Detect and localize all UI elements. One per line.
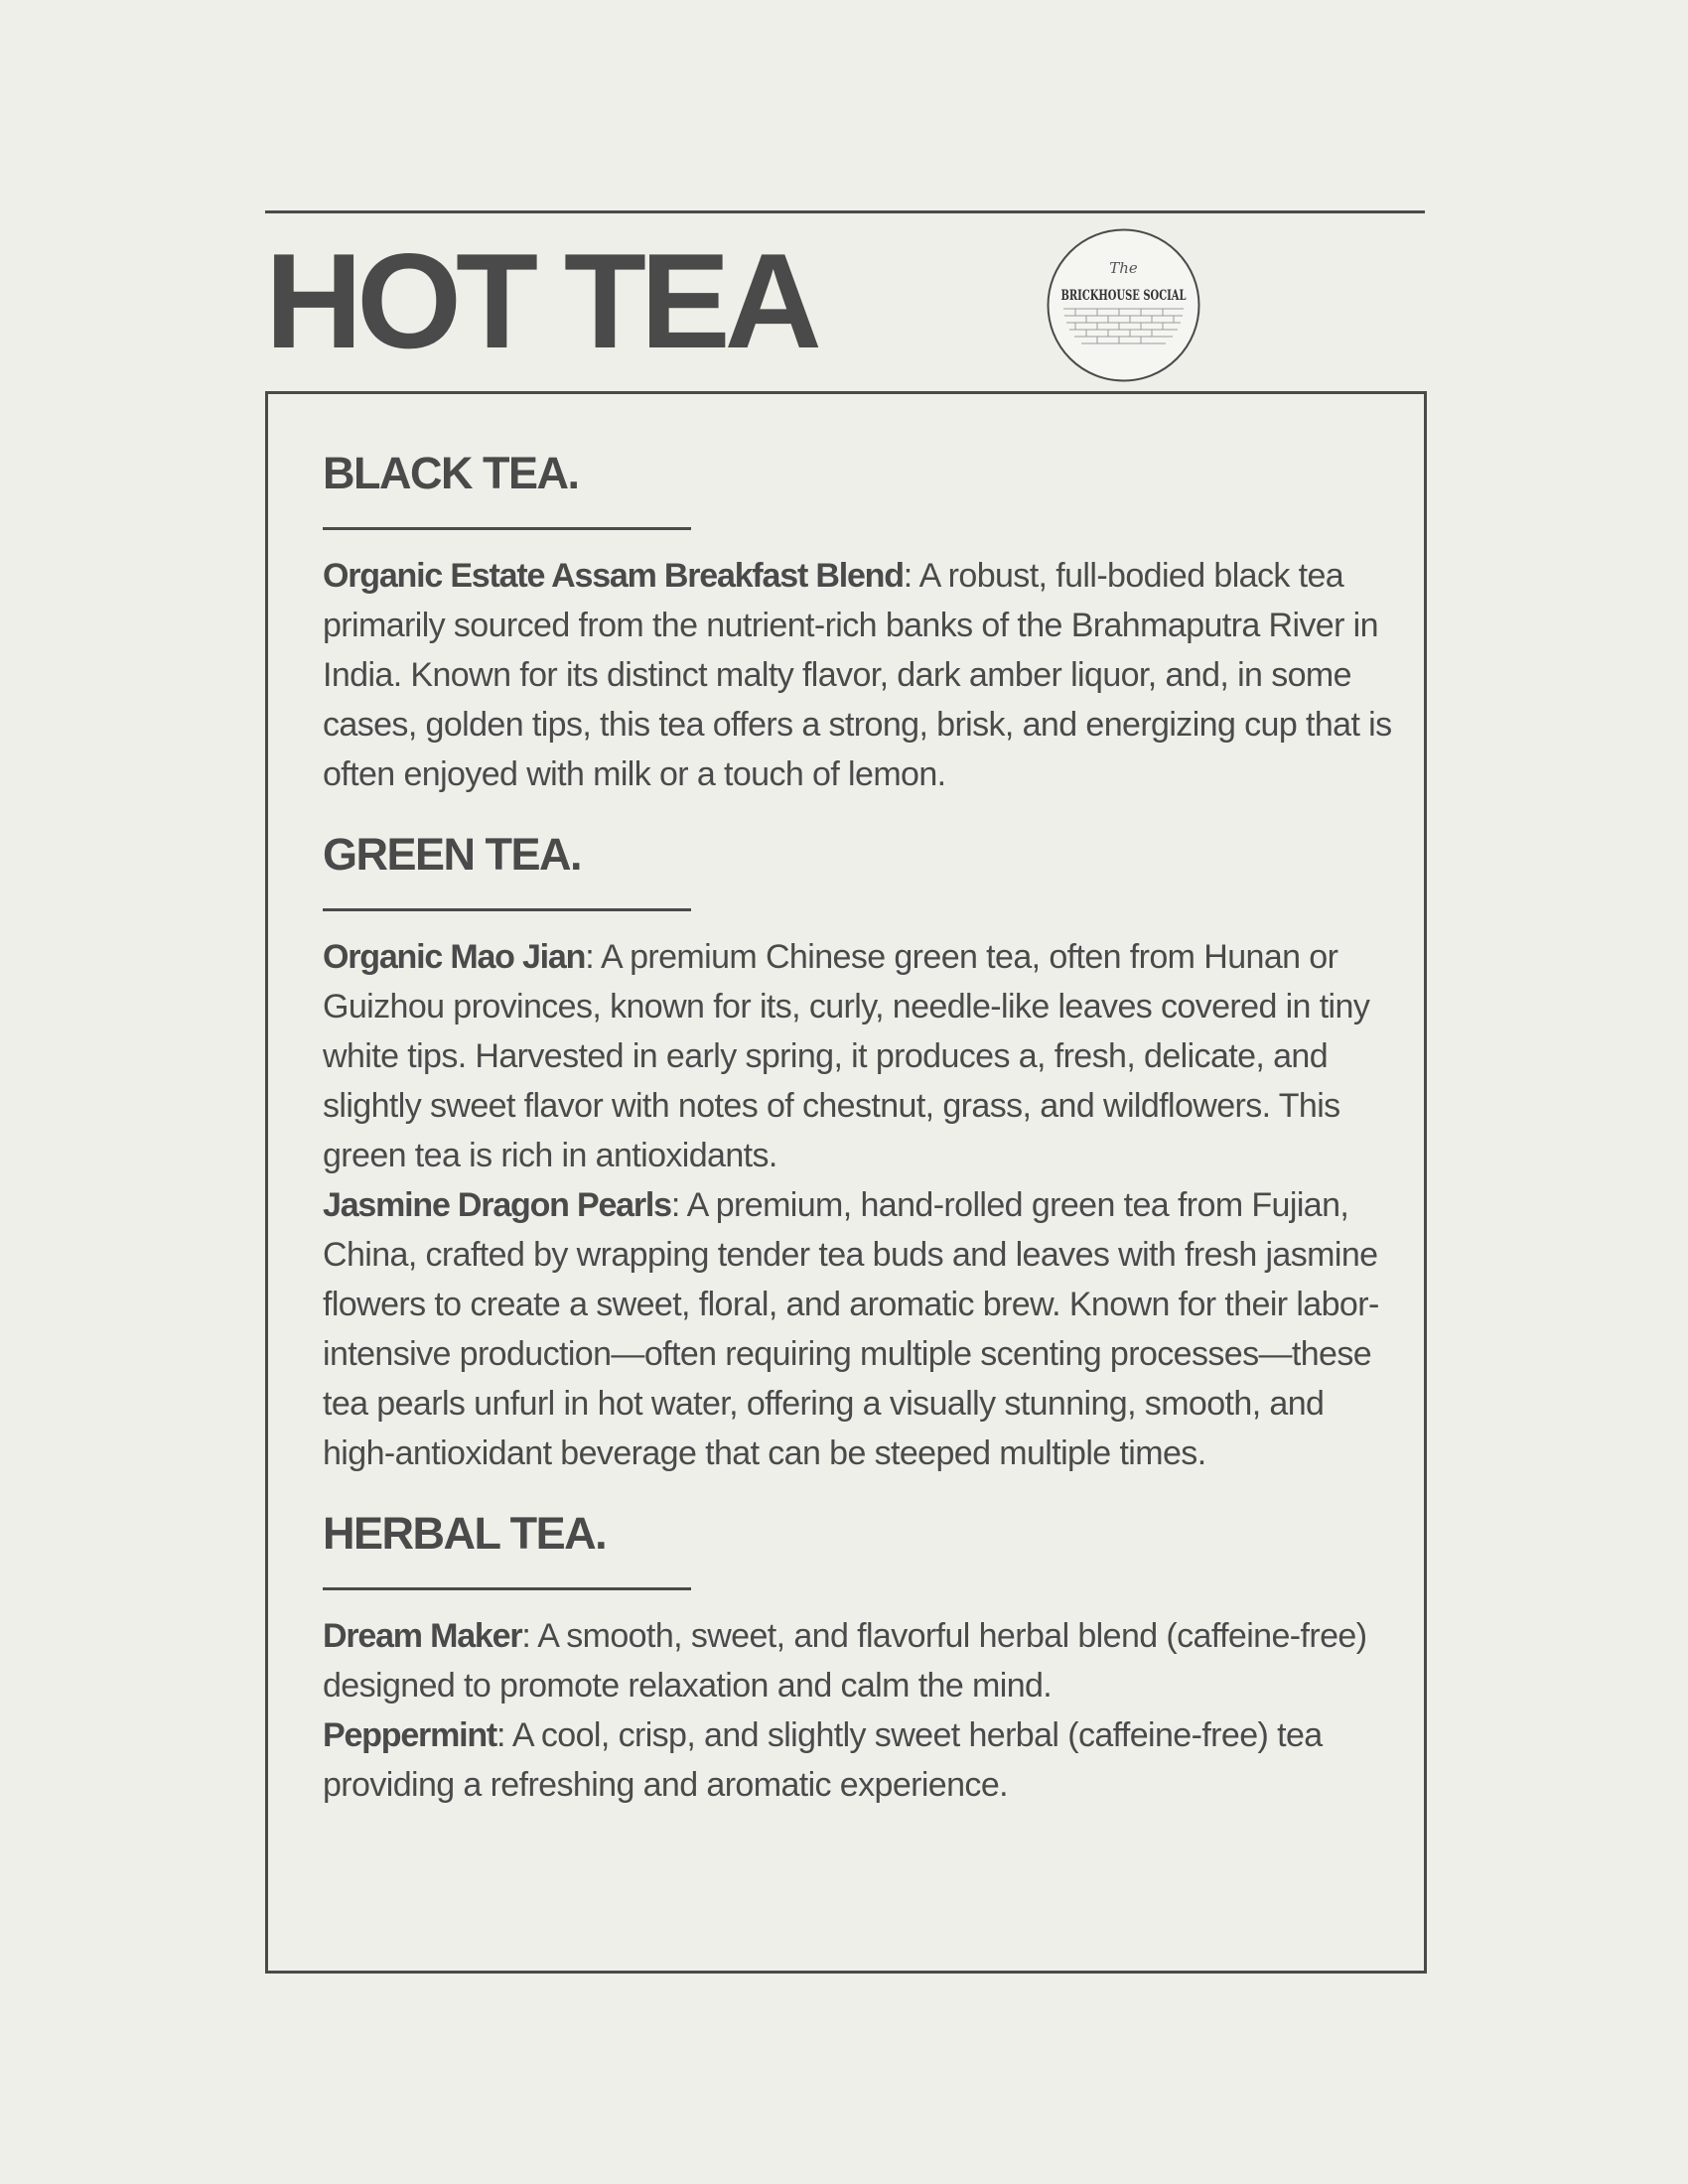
- menu-item: [323, 551, 1395, 799]
- section-title: HERBAL TEA.: [323, 1508, 607, 1559]
- page-title: HOT TEA: [265, 225, 816, 376]
- section-divider: [323, 527, 691, 530]
- menu-item-description: : A premium, hand-rolled green tea from Fujian, China, crafted by wrapping tender tea buds and leaves with fresh jasmine flowers to create a sweet, floral, and aromatic brew. Known for their labor-intensive production—often requiring multiple scenting processes—these tea pearls unfurl in hot water, offering a visually stunning, smooth, and high-antioxidant beverage that can be steeped multiple times.: [323, 1186, 1379, 1472]
- section-herbal-tea: [323, 1506, 1395, 1810]
- menu-item-description: : A premium Chinese green tea, often from Hunan or Guizhou provinces, known for its, curly, needle-like leaves covered in tiny white tips. Harvested in early spring, it produces a, fresh, delicate, and slightly sweet flavor with notes of chestnut, grass, and wildflowers. This green tea is rich in antioxidants.: [323, 938, 1370, 1174]
- logo-script-text: The: [1109, 259, 1138, 277]
- menu-item-description: : A cool, crisp, and slightly sweet herbal (caffeine-free) tea providing a refreshing and aromatic experience.: [323, 1716, 1323, 1804]
- brick-wall-icon: [1046, 227, 1201, 383]
- menu-item-description: : A smooth, sweet, and flavorful herbal blend (caffeine-free) designed to promote relaxation and calm the mind.: [323, 1617, 1367, 1705]
- section-divider: [323, 908, 691, 911]
- logo-name-text: BRICKHOUSE SOCIAL: [1060, 288, 1187, 304]
- section-divider: [323, 1587, 691, 1590]
- section-green-tea: [323, 827, 1395, 1478]
- menu-content: [323, 446, 1395, 1838]
- menu-item-name: Organic Estate Assam Breakfast Blend: [323, 557, 904, 595]
- menu-item-description: : A robust, full-bodied black tea primarily sourced from the nutrient-rich banks of the Brahmaputra River in India. Known for its distinct malty flavor, dark amber liquor, and, in some cases, golden tips, this tea offers a strong, brisk, and energizing cup that is often enjoyed with milk or a touch of lemon.: [323, 557, 1392, 793]
- menu-item: [323, 1710, 1395, 1810]
- top-rule: [265, 210, 1425, 213]
- menu-item-name: Dream Maker: [323, 1617, 522, 1655]
- menu-item-name: Peppermint: [323, 1716, 497, 1754]
- menu-item-name: Organic Mao Jian: [323, 938, 586, 976]
- menu-item: [323, 1180, 1395, 1478]
- section-black-tea: [323, 446, 1395, 799]
- section-title: BLACK TEA.: [323, 448, 579, 498]
- menu-item: [323, 932, 1395, 1180]
- brickhouse-social-logo: [1046, 227, 1201, 383]
- menu-item-name: Jasmine Dragon Pearls: [323, 1186, 671, 1224]
- menu-item: [323, 1611, 1395, 1710]
- menu-box: [265, 391, 1427, 1974]
- section-title: GREEN TEA.: [323, 829, 582, 880]
